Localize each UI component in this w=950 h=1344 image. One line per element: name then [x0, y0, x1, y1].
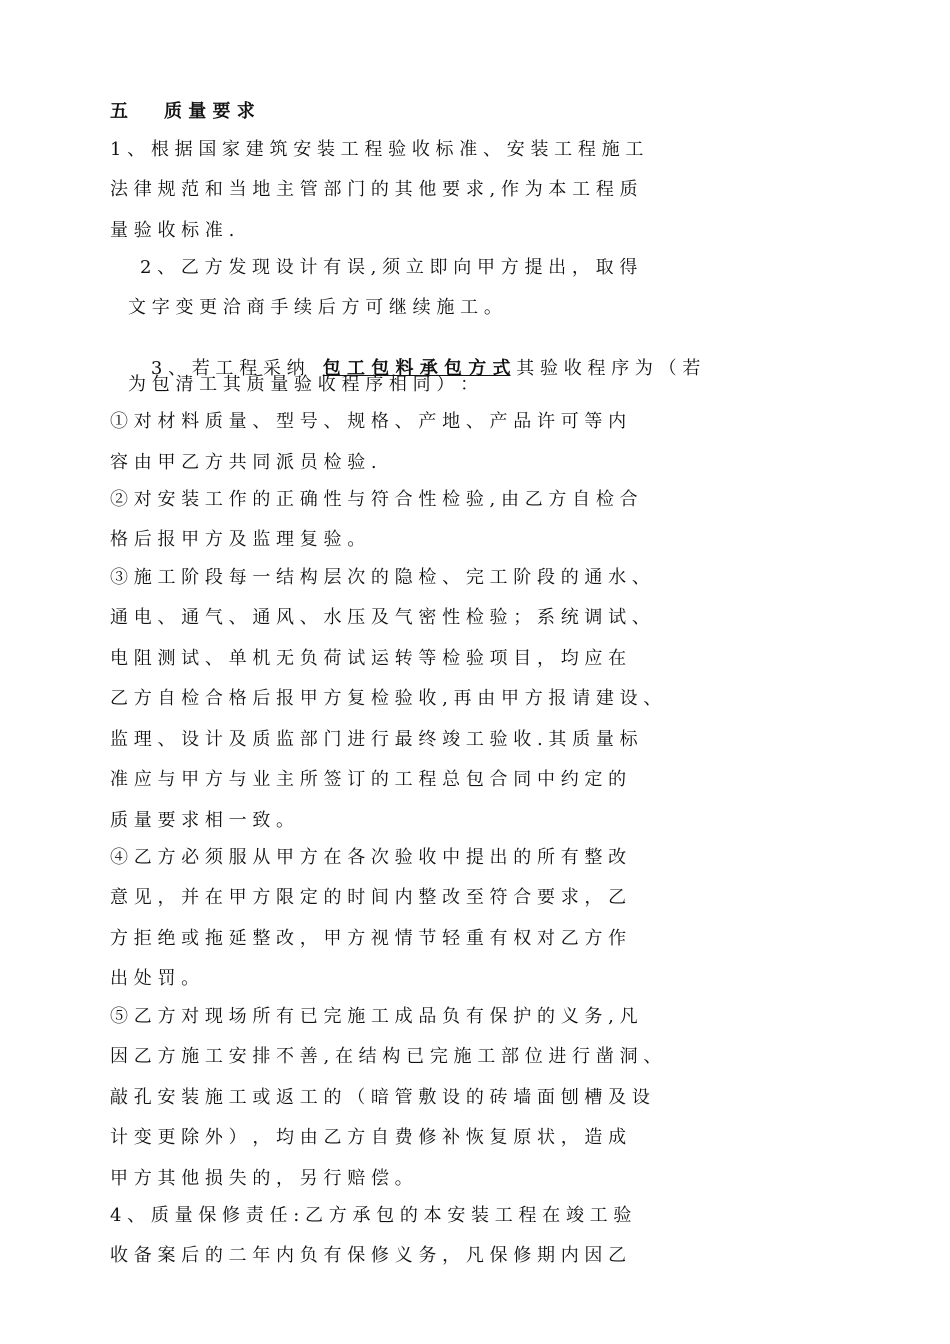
paragraph-line: 量 验 收 标 准 .	[110, 220, 235, 241]
paragraph-line: 通 电 、 通 气 、 通 风 、 水 压 及 气 密 性 检 验 ； 系 统 调 试 、	[110, 607, 650, 628]
paragraph-line: 质 量 要 求 相 一 致 。	[110, 810, 295, 831]
paragraph-line: 格 后 报 甲 方 及 监 理 复 验 。	[110, 529, 366, 550]
paragraph-line: 4 、 质 量 保 修 责 任 : 乙 方 承 包 的 本 安 装 工 程 在 竣 工 验	[110, 1205, 632, 1226]
paragraph-line: 容 由 甲 乙 方 共 同 派 员 检 验 .	[110, 452, 377, 473]
paragraph-line: 出 处 罚 。	[110, 968, 200, 989]
paragraph-line: 文 字 变 更 洽 商 手 续 后 方 可 继 续 施 工 。	[128, 297, 502, 318]
clause-3-prefix: 3 、 若 工 程 采 纳	[150, 358, 305, 379]
paragraph-line: 准 应 与 甲 方 与 业 主 所 签 订 的 工 程 总 包 合 同 中 约 定 的	[110, 769, 627, 790]
clause-3-suffix: 其 验 收 程 序 为 （ 若	[516, 358, 701, 379]
paragraph-line: 敲 孔 安 装 施 工 或 返 工 的 （ 暗 管 敷 设 的 砖 墙 面 刨 槽 及 设	[110, 1087, 650, 1108]
paragraph-line: 计 变 更 除 外 ） ， 均 由 乙 方 自 费 修 补 恢 复 原 状 ， 造 成	[110, 1127, 627, 1148]
paragraph-line: 方 拒 绝 或 拖 延 整 改 ， 甲 方 视 情 节 轻 重 有 权 对 乙 方 作	[110, 928, 627, 949]
contract-mode-emphasis: 包 工 包 料 承 包 方 式	[322, 358, 511, 379]
paragraph-line: 2 、 乙 方 发 现 设 计 有 误 , 须 立 即 向 甲 方 提 出 ， 取 得	[140, 257, 638, 278]
paragraph-line: ① 对 材 料 质 量 、 型 号 、 规 格 、 产 地 、 产 品 许 可 等 内	[110, 411, 627, 432]
paragraph-line: ③ 施 工 阶 段 每 一 结 构 层 次 的 隐 检 、 完 工 阶 段 的 通 水 、	[110, 567, 650, 588]
paragraph-line: 乙 方 自 检 合 格 后 报 甲 方 复 检 验 收 , 再 由 甲 方 报 请 建 设 、	[110, 688, 662, 709]
paragraph-line: 收 备 案 后 的 二 年 内 负 有 保 修 义 务 ， 凡 保 修 期 内 因 乙	[110, 1245, 627, 1266]
paragraph-line: ④ 乙 方 必 须 服 从 甲 方 在 各 次 验 收 中 提 出 的 所 有 整 改	[110, 847, 627, 868]
paragraph-line: 监 理 、 设 计 及 质 监 部 门 进 行 最 终 竣 工 验 收 . 其 质 量 标	[110, 729, 638, 750]
paragraph-line: 意 见 ， 并 在 甲 方 限 定 的 时 间 内 整 改 至 符 合 要 求 ， 乙	[110, 887, 627, 908]
paragraph-line: 电 阻 测 试 、 单 机 无 负 荷 试 运 转 等 检 验 项 目 ， 均 应 在	[110, 648, 627, 669]
paragraph-line: ② 对 安 装 工 作 的 正 确 性 与 符 合 性 检 验 , 由 乙 方 自 检 合	[110, 489, 638, 510]
paragraph-line: 甲 方 其 他 损 失 的 ， 另 行 赔 偿 。	[110, 1168, 413, 1189]
paragraph-line: 为 包 清 工 其 质 量 验 收 程 序 相 同 ） ：	[128, 374, 479, 395]
paragraph-line: 因 乙 方 施 工 安 排 不 善 , 在 结 构 已 完 施 工 部 位 进 行 凿 洞 、	[110, 1046, 662, 1067]
paragraph-line: 法 律 规 范 和 当 地 主 管 部 门 的 其 他 要 求 , 作 为 本 工 程 质	[110, 179, 638, 200]
section-title: 五 质 量 要 求	[110, 101, 255, 122]
paragraph-line: 1 、 根 据 国 家 建 筑 安 装 工 程 验 收 标 准 、 安 装 工 程 施 工	[110, 139, 644, 160]
paragraph-line: ⑤ 乙 方 对 现 场 所 有 已 完 施 工 成 品 负 有 保 护 的 义 务 , 凡	[110, 1006, 638, 1027]
